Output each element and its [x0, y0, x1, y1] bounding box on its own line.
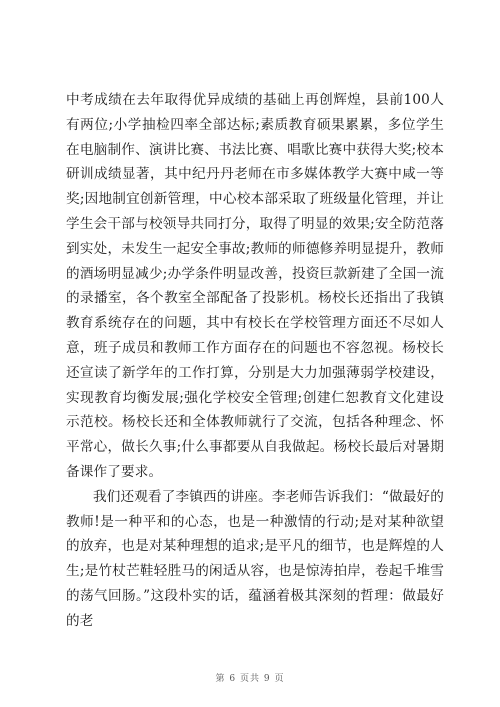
document-body [66, 88, 444, 634]
page-number-footer: 第 6 页共 9 页 [215, 674, 285, 684]
paragraph-2: 我们还观看了李镇西的讲座。李老师告诉我们：“做最好的教师!是一种平和的心态，也是一种激情的行动;是对某种欲望的放弃，也是对某种理想的追求;是平凡的细节，也是辉煌的人生;是竹杖芒鞋轻胜马的闲适从容，也是惊涛拍岸，卷起千堆雪的荡气回肠。”这段朴实的话，蕴涵着极其深刻的哲理：做最好的老 [66, 488, 444, 629]
paragraph-1: 中考成绩在去年取得优异成绩的基础上再创辉煌，县前100人有两位;小学抽检四率全部达标;素质教育硕果累累，多位学生在电脑制作、演讲比赛、书法比赛、唱歌比赛中获得大奖;校本研训成绩显著，其中纪丹丹老师在市多媒体教学大赛中咸一等奖;因地制宜创新管理，中心校本部采取了班级量化管理，并让学生会干部与校领导共同打分，取得了明显的效果;安全防范落到实处，未发生一起安全事故;教师的师德修养明显提升，教师的酒场明显减少;办学条件明显改善，投资巨款新建了全国一流的录播室，各个教室全部配备了投影机。杨校长还指出了我镇教育系统存在的问题，其中有校长在学校管理方面还不尽如人意，班子成员和教师工作方面存在的问题也不容忽视。杨校长还宣读了新学年的工作打算，分别是大力加强薄弱学校建设，实现教育均衡发展;强化学校安全管理;创建仁恕教育文化建设示范校。杨校长还和全体教师就行了交流，包括各种理念、怀平常心，做长久事;什么事都要从自我做起。杨校长最后对暑期备课作了要求。 [66, 92, 444, 480]
